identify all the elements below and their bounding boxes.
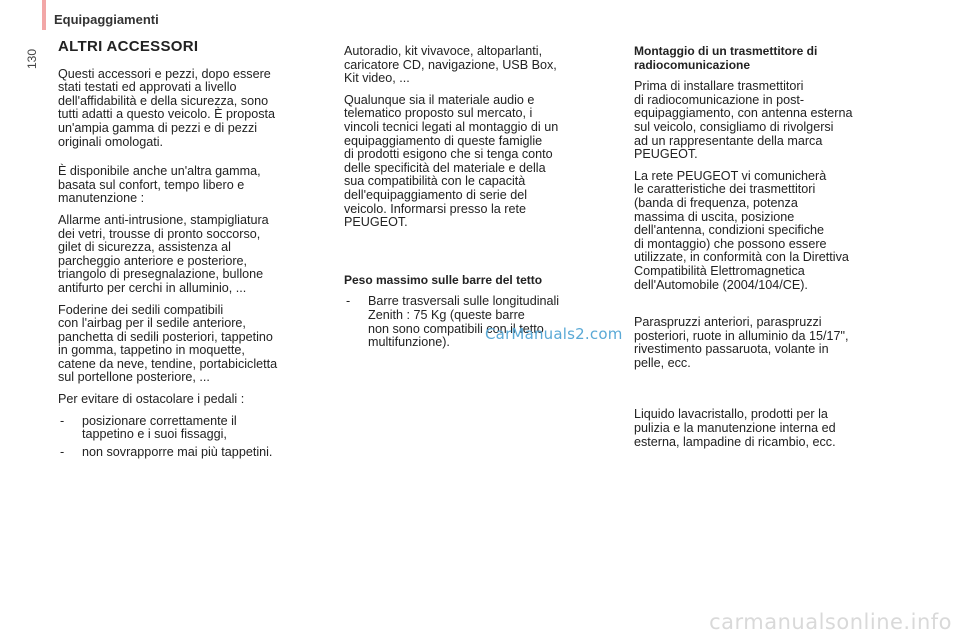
pedals-warning-list [58, 415, 328, 460]
list-item: - Barre trasversali sulle longitudinali Zenith : 75 Kg (queste barre non sono compatibili con il tetto multifunzione). [344, 295, 614, 349]
audio-accessories-paragraph: Autoradio, kit vivavoce, altoparlanti, caricatore CD, navigazione, USB Box, Kit video, ... [344, 44, 557, 86]
list-item: - posizionare correttamente il tappetino e i suoi fissaggi, [58, 415, 328, 442]
footer-watermark: carmanualsonline.info [709, 610, 952, 634]
intro-paragraph: Questi accessori e pezzi, dopo essere stati testati ed approvati a livello dell'affidabilità e della sicurezza, sono tutti adatti a questo veicolo. È proposta un'ampia gamma di pezzi e di pezzi originali omologati. [58, 66, 276, 149]
section-title: ALTRI ACCESSORI [58, 38, 199, 55]
cleaning-products-paragraph: Liquido lavacristallo, prodotti per la pulizia e la manutenzione interna ed esterna, lampadine di ricambio, ecc. [634, 407, 836, 449]
column-right [634, 45, 908, 457]
roof-load-heading: Peso massimo sulle barre del tetto [344, 272, 543, 287]
audio-constraints-paragraph: Qualunque sia il materiale audio e telematico proposto sul mercato, i vincoli tecnici legati al montaggio di un equipaggiamento di queste famiglie di prodotti esigono che si tenga conto delle specificità del materiale e della sua compatibilità con le capacità dell'equipaggiamento di serie del veicolo. Informarsi presso la rete PEUGEOT. [344, 92, 559, 230]
mudflaps-paragraph: Paraspruzzi anteriori, paraspruzzi posteriori, ruote in alluminio da 15/17", rivestimento passaruota, volante in pelle, ecc. [634, 315, 849, 370]
transmitter-install-paragraph: Prima di installare trasmettitori di radiocomunicazione in post- equipaggiamento, con antenna esterna sul veicolo, consigliamo di rivolgersi ad un rappresentante della marca PEUGEOT. [634, 79, 853, 162]
safety-accessories-paragraph: Allarme anti-intrusione, stampigliatura dei vetri, trousse di pronto soccorso, gilet di sicurezza, assistenza al parcheggio anteriore e posteriore, triangolo di presegnalazione, bullone antifurto per cerchi in alluminio, ... [58, 212, 269, 295]
pedals-warning-paragraph: Per evitare di ostacolare i pedali : [58, 392, 245, 407]
column-left [58, 40, 328, 463]
comfort-accessories-paragraph: Foderine dei sedili compatibili con l'airbag per il sedile anteriore, panchetta di sedili posteriori, tappetino in gomma, tappetino in moquette, catene da neve, tendine, portabicicletta sul portellone posteriore, ... [58, 302, 278, 385]
transmitter-network-paragraph: La rete PEUGEOT vi comunicherà le caratteristiche dei trasmettitori (banda di frequenza, potenza massima di uscita, posizione dell'antenna, condizioni specifiche di montaggio) che possono essere utilizzate, in conformità con la Direttiva Compatibilità Elettromagnetica dell'Automobile (2004/104/CE). [634, 168, 849, 292]
other-range-paragraph: È disponibile anche un'altra gamma, basata sul confort, tempo libero e manutenzione : [58, 164, 261, 206]
page-number: 130 [25, 48, 40, 70]
page-header-title: Equipaggiamenti [54, 12, 159, 27]
header-accent-bar [42, 0, 46, 30]
list-item: - non sovrapporre mai più tappetini. [58, 446, 328, 460]
center-watermark: CarManuals2.com [485, 325, 623, 343]
column-middle [344, 45, 614, 354]
transmitter-heading: Montaggio di un trasmettitore di radiocomunicazione [634, 44, 818, 72]
